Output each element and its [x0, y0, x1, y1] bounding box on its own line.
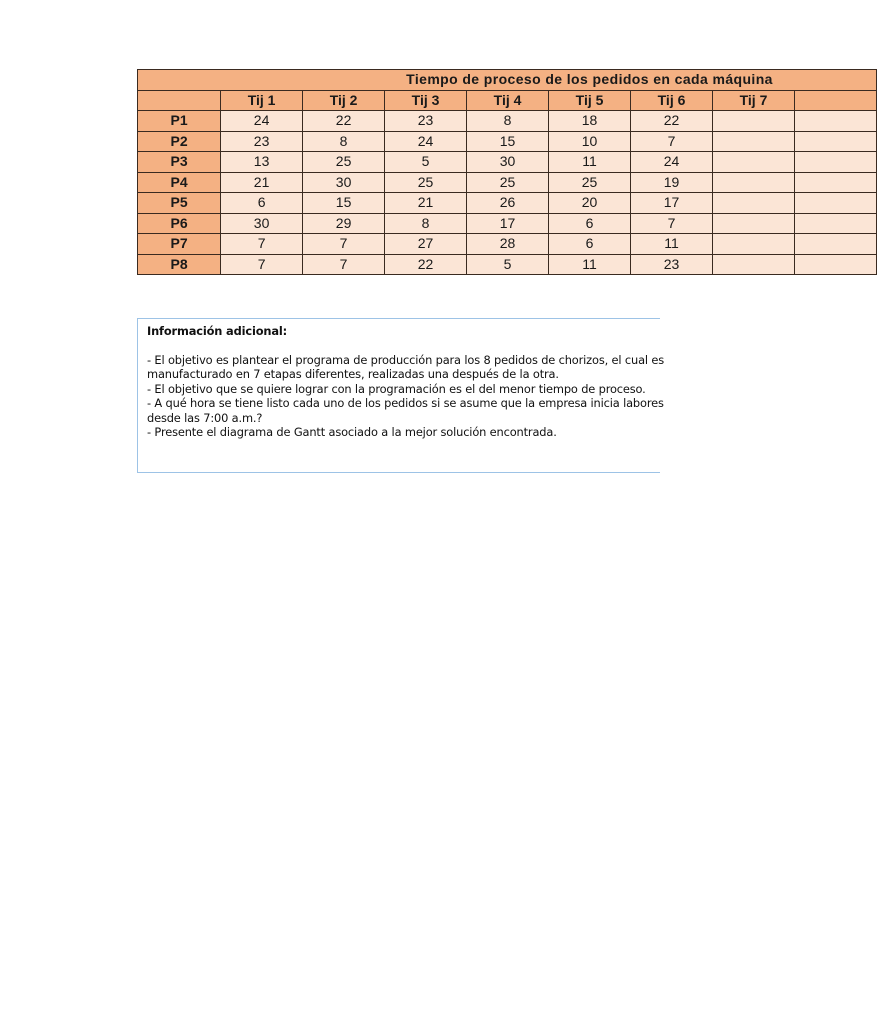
table-row [138, 193, 877, 214]
title-row [138, 70, 877, 91]
table-cell: 15 [467, 131, 549, 152]
table-cell: 24 [221, 111, 303, 132]
table-row [138, 172, 877, 193]
table-cell: 7 [221, 254, 303, 275]
table-cell-empty [794, 193, 876, 214]
info-line: - A qué hora se tiene listo cada uno de los pedidos si se asume que la empresa inicia labores [147, 396, 664, 410]
row-header: P8 [138, 254, 221, 275]
table-cell-empty [794, 172, 876, 193]
column-header: Tij 3 [385, 90, 467, 111]
table-cell: 17 [467, 213, 549, 234]
table-cell: 18 [549, 111, 631, 132]
table-cell: 11 [549, 152, 631, 173]
corner-cell [138, 90, 221, 111]
table-cell: 20 [549, 193, 631, 214]
column-header: Tij 4 [467, 90, 549, 111]
table-cell: 11 [549, 254, 631, 275]
table-row [138, 254, 877, 275]
table-cell: 8 [467, 111, 549, 132]
row-header: P5 [138, 193, 221, 214]
table-cell-empty [794, 131, 876, 152]
table-cell: 30 [303, 172, 385, 193]
table-cell: 22 [303, 111, 385, 132]
table-cell: 23 [221, 131, 303, 152]
table-cell-empty [794, 213, 876, 234]
header-row [138, 90, 877, 111]
table-cell: 19 [631, 172, 713, 193]
table-row [138, 234, 877, 255]
column-header: Tij 5 [549, 90, 631, 111]
table-cell [713, 131, 795, 152]
table-cell: 7 [221, 234, 303, 255]
table-cell: 25 [549, 172, 631, 193]
table-cell: 26 [467, 193, 549, 214]
table-cell: 11 [631, 234, 713, 255]
column-header-empty [794, 90, 876, 111]
table-cell: 6 [549, 213, 631, 234]
table-cell: 25 [467, 172, 549, 193]
table-title: Tiempo de proceso de los pedidos en cada máquina [138, 70, 877, 91]
table-cell: 17 [631, 193, 713, 214]
table-cell: 7 [631, 213, 713, 234]
info-line: manufacturado en 7 etapas diferentes, realizadas una después de la otra. [147, 367, 559, 381]
info-line: - El objetivo es plantear el programa de producción para los 8 pedidos de chorizos, el cual es [147, 352, 665, 367]
row-header: P3 [138, 152, 221, 173]
info-line: - Presente el diagrama de Gantt asociado a la mejor solución encontrada. [147, 425, 557, 439]
info-line: - El objetivo que se quiere lograr con la programación es el del menor tiempo de proceso. [147, 381, 646, 396]
column-header: Tij 1 [221, 90, 303, 111]
info-content [147, 324, 707, 440]
table-cell: 21 [221, 172, 303, 193]
table-cell: 13 [221, 152, 303, 173]
table-cell-empty [794, 234, 876, 255]
table-cell: 23 [385, 111, 467, 132]
table-cell: 7 [631, 131, 713, 152]
table-cell: 29 [303, 213, 385, 234]
row-header: P2 [138, 131, 221, 152]
table-cell: 23 [631, 254, 713, 275]
table-cell [713, 193, 795, 214]
table-cell: 21 [385, 193, 467, 214]
row-header: P6 [138, 213, 221, 234]
table-cell: 5 [385, 152, 467, 173]
info-spacer [147, 339, 707, 353]
info-heading: Información adicional: [147, 324, 288, 338]
table-cell [713, 254, 795, 275]
table-cell [713, 234, 795, 255]
table-cell: 30 [221, 213, 303, 234]
table-cell: 24 [631, 152, 713, 173]
table-cell: 8 [385, 213, 467, 234]
table-row [138, 213, 877, 234]
table-cell [713, 213, 795, 234]
info-textbox [137, 318, 665, 473]
info-line: desde las 7:00 a.m.? [147, 410, 263, 425]
column-header: Tij 7 [713, 90, 795, 111]
table-row [138, 131, 877, 152]
table-cell: 15 [303, 193, 385, 214]
table-cell: 25 [303, 152, 385, 173]
row-header: P1 [138, 111, 221, 132]
table-row [138, 111, 877, 132]
table-cell: 22 [385, 254, 467, 275]
table-cell: 25 [385, 172, 467, 193]
column-header: Tij 2 [303, 90, 385, 111]
table-cell: 8 [303, 131, 385, 152]
table-cell [713, 111, 795, 132]
table-cell-empty [794, 111, 876, 132]
table-cell: 24 [385, 131, 467, 152]
table-cell [713, 172, 795, 193]
table-cell: 22 [631, 111, 713, 132]
table-cell: 30 [467, 152, 549, 173]
table-cell: 6 [549, 234, 631, 255]
data-grid [137, 69, 877, 275]
table-cell: 27 [385, 234, 467, 255]
table-cell-empty [794, 152, 876, 173]
column-header: Tij 6 [631, 90, 713, 111]
table-row [138, 152, 877, 173]
processing-time-table [137, 69, 773, 274]
table-cell: 6 [221, 193, 303, 214]
table-cell: 5 [467, 254, 549, 275]
table-cell [713, 152, 795, 173]
row-header: P7 [138, 234, 221, 255]
table-cell: 7 [303, 254, 385, 275]
table-cell: 10 [549, 131, 631, 152]
table-cell: 7 [303, 234, 385, 255]
table-cell: 28 [467, 234, 549, 255]
table-cell-empty [794, 254, 876, 275]
row-header: P4 [138, 172, 221, 193]
